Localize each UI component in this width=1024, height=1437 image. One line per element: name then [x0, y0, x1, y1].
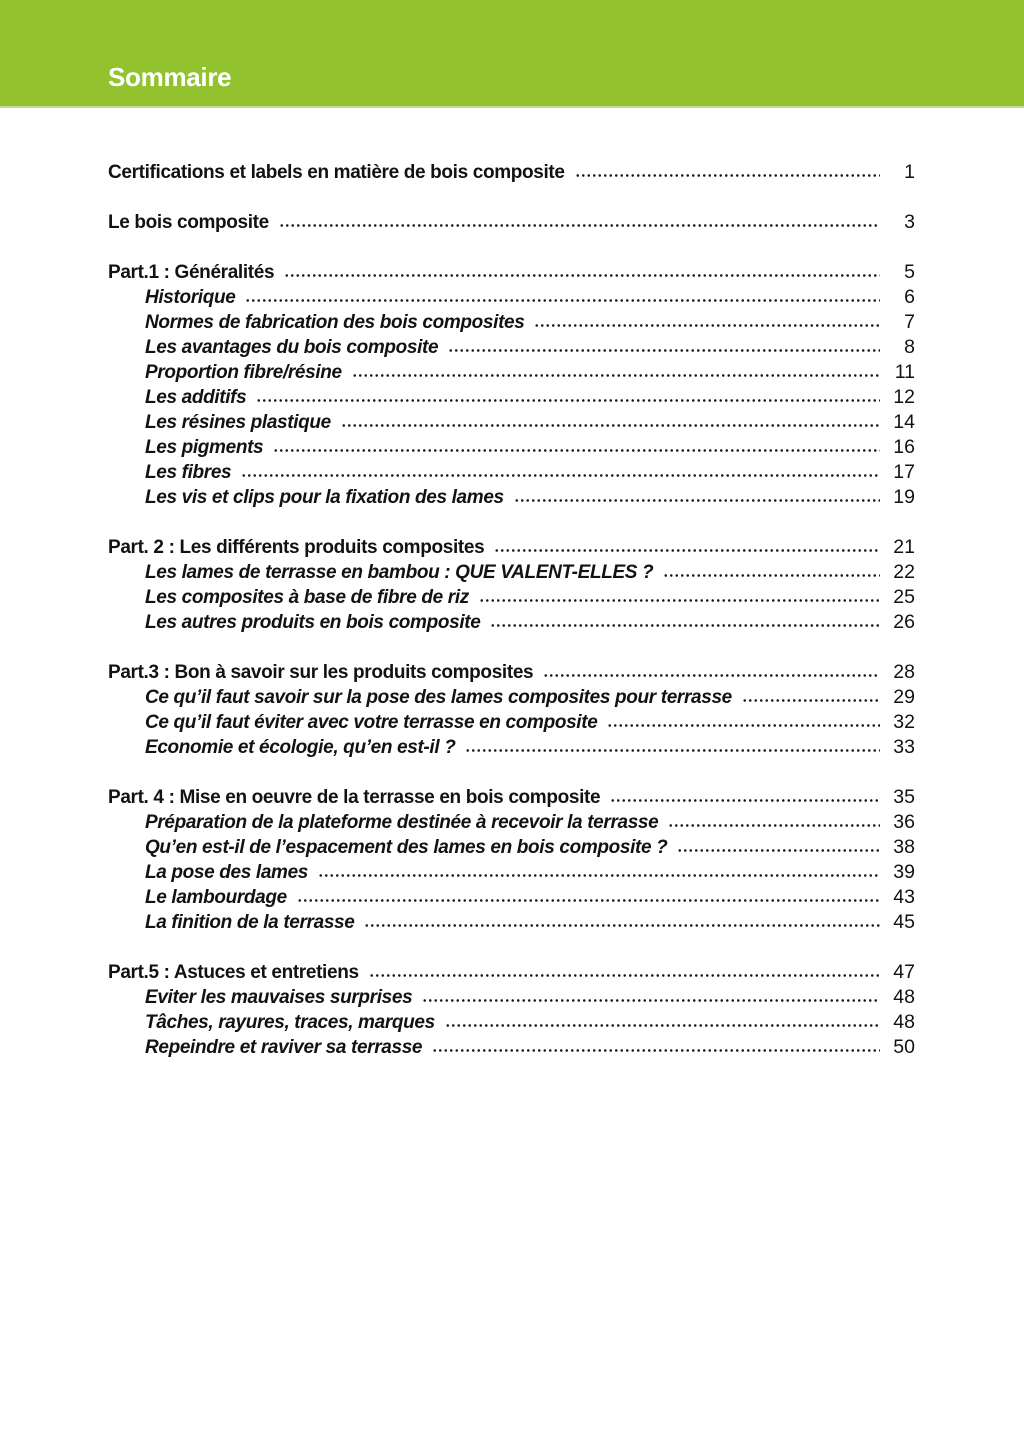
toc-entry-label: Part.3 : Bon à savoir sur les produits composites — [108, 662, 534, 683]
toc-list — [0, 108, 1024, 1060]
dot-leader — [514, 498, 880, 503]
toc-entry-label: Certifications et labels en matière de bois composite — [108, 162, 565, 183]
toc-entry-page: 22 — [893, 561, 915, 583]
toc-entry — [108, 1035, 915, 1060]
dot-leader — [610, 798, 880, 803]
toc-entry-label: Economie et écologie, qu’en est-il ? — [145, 737, 456, 758]
toc-entry-page: 43 — [893, 886, 915, 908]
toc-entry-label: Le lambourdage — [145, 887, 287, 908]
dot-leader — [543, 673, 880, 678]
toc-entry-page: 12 — [893, 386, 915, 408]
toc-entry-page: 17 — [893, 461, 915, 483]
dot-leader — [245, 298, 880, 303]
toc-entry-label: Les avantages du bois composite — [145, 337, 439, 358]
dot-leader — [432, 1048, 880, 1053]
toc-entry-page: 11 — [894, 361, 915, 383]
toc-entry-page: 21 — [893, 536, 915, 558]
dot-leader — [663, 573, 880, 578]
dot-leader — [445, 1023, 880, 1028]
toc-entry-page: 19 — [893, 486, 915, 508]
toc-entry-label: Normes de fabrication des bois composites — [145, 312, 525, 333]
dot-leader — [668, 823, 880, 828]
toc-entry-label: Eviter les mauvaises surprises — [145, 987, 413, 1008]
dot-leader — [318, 873, 880, 878]
toc-entry-page: 48 — [893, 1011, 915, 1033]
toc-entry-label: Part. 4 : Mise en oeuvre de la terrasse en bois composite — [108, 787, 601, 808]
toc-entry-page: 45 — [893, 911, 915, 933]
toc-entry-label: Les résines plastique — [145, 412, 331, 433]
toc-entry-label: Les composites à base de fibre de riz — [145, 587, 469, 608]
toc-entry — [108, 710, 915, 735]
dot-leader — [369, 973, 880, 978]
toc-entry-label: Ce qu’il faut savoir sur la pose des lames composites pour terrasse — [145, 687, 732, 708]
toc-entry-label: Les pigments — [145, 437, 264, 458]
dot-leader — [422, 998, 880, 1003]
dot-leader — [742, 698, 880, 703]
toc-entry — [108, 435, 915, 460]
toc-entry-page: 5 — [904, 261, 915, 283]
toc-entry-page: 33 — [893, 736, 915, 758]
toc-entry — [108, 860, 915, 885]
toc-entry — [108, 460, 915, 485]
toc-entry-page: 39 — [893, 861, 915, 883]
dot-leader — [534, 323, 880, 328]
toc-entry-label: La pose des lames — [145, 862, 309, 883]
toc-entry-page: 50 — [893, 1036, 915, 1058]
toc-entry-label: Le bois composite — [108, 212, 269, 233]
page-title: Sommaire — [108, 62, 232, 92]
dot-leader — [575, 173, 880, 178]
dot-leader — [479, 598, 880, 603]
toc-entry — [108, 660, 915, 685]
toc-entry-page: 3 — [904, 211, 915, 233]
toc-entry-label: La finition de la terrasse — [145, 912, 355, 933]
toc-entry — [108, 535, 915, 560]
toc-entry-label: Tâches, rayures, traces, marques — [145, 1012, 435, 1033]
toc-entry — [108, 285, 915, 310]
toc-entry — [108, 735, 915, 760]
toc-entry — [108, 410, 915, 435]
toc-entry-page: 16 — [893, 436, 915, 458]
toc-entry-page: 1 — [904, 161, 915, 183]
toc-entry-page: 47 — [893, 961, 915, 983]
toc-entry-label: Les lames de terrasse en bambou : QUE VALENT-ELLES ? — [145, 562, 654, 583]
dot-leader — [297, 898, 880, 903]
toc-entry — [108, 610, 915, 635]
dot-leader — [352, 373, 880, 378]
dot-leader — [284, 273, 880, 278]
toc-entry-label: Les autres produits en bois composite — [145, 612, 481, 633]
toc-entry-page: 35 — [893, 786, 915, 808]
toc-entry-label: Qu’en est-il de l’espacement des lames en bois composite ? — [145, 837, 668, 858]
toc-entry — [108, 1010, 915, 1035]
toc-entry-page: 7 — [904, 311, 915, 333]
dot-leader — [677, 848, 880, 853]
toc-entry — [108, 835, 915, 860]
toc-entry — [108, 210, 915, 235]
toc-entry — [108, 785, 915, 810]
dot-leader — [341, 423, 880, 428]
toc-entry-label: Repeindre et raviver sa terrasse — [145, 1037, 423, 1058]
toc-entry-label: Les additifs — [145, 387, 247, 408]
toc-entry-label: Les vis et clips pour la fixation des lames — [145, 487, 504, 508]
dot-leader — [279, 223, 880, 228]
toc-entry-label: Part. 2 : Les différents produits composites — [108, 537, 485, 558]
toc-entry — [108, 685, 915, 710]
toc-entry-page: 6 — [904, 286, 915, 308]
toc-entry-page: 28 — [893, 661, 915, 683]
toc-entry — [108, 385, 915, 410]
toc-entry-page: 14 — [893, 411, 915, 433]
toc-entry-page: 38 — [893, 836, 915, 858]
dot-leader — [607, 723, 880, 728]
toc-entry-page: 29 — [893, 686, 915, 708]
toc-entry-page: 32 — [893, 711, 915, 733]
toc-entry-page: 25 — [893, 586, 915, 608]
page-header — [0, 0, 1024, 108]
dot-leader — [364, 923, 880, 928]
toc-entry — [108, 810, 915, 835]
dot-leader — [241, 473, 880, 478]
toc-entry-label: Les fibres — [145, 462, 232, 483]
toc-entry — [108, 310, 915, 335]
dot-leader — [490, 623, 880, 628]
toc-entry — [108, 360, 915, 385]
dot-leader — [448, 348, 880, 353]
toc-entry-page: 26 — [893, 611, 915, 633]
toc-entry — [108, 985, 915, 1010]
toc-entry-label: Ce qu’il faut éviter avec votre terrasse en composite — [145, 712, 598, 733]
toc-entry-page: 48 — [893, 986, 915, 1008]
dot-leader — [465, 748, 880, 753]
toc-entry-label: Préparation de la plateforme destinée à recevoir la terrasse — [145, 812, 659, 833]
dot-leader — [494, 548, 880, 553]
toc-entry-label: Part.1 : Généralités — [108, 262, 275, 283]
toc-entry — [108, 910, 915, 935]
dot-leader — [256, 398, 880, 403]
toc-entry — [108, 585, 915, 610]
toc-entry — [108, 485, 915, 510]
toc-entry — [108, 260, 915, 285]
toc-entry-label: Historique — [145, 287, 236, 308]
toc-entry — [108, 885, 915, 910]
toc-entry-page: 36 — [893, 811, 915, 833]
dot-leader — [273, 448, 880, 453]
toc-entry — [108, 960, 915, 985]
toc-entry-label: Proportion fibre/résine — [145, 362, 342, 383]
toc-entry — [108, 560, 915, 585]
toc-entry-page: 8 — [904, 336, 915, 358]
toc-entry — [108, 160, 915, 185]
toc-entry-label: Part.5 : Astuces et entretiens — [108, 962, 359, 983]
toc-entry — [108, 335, 915, 360]
